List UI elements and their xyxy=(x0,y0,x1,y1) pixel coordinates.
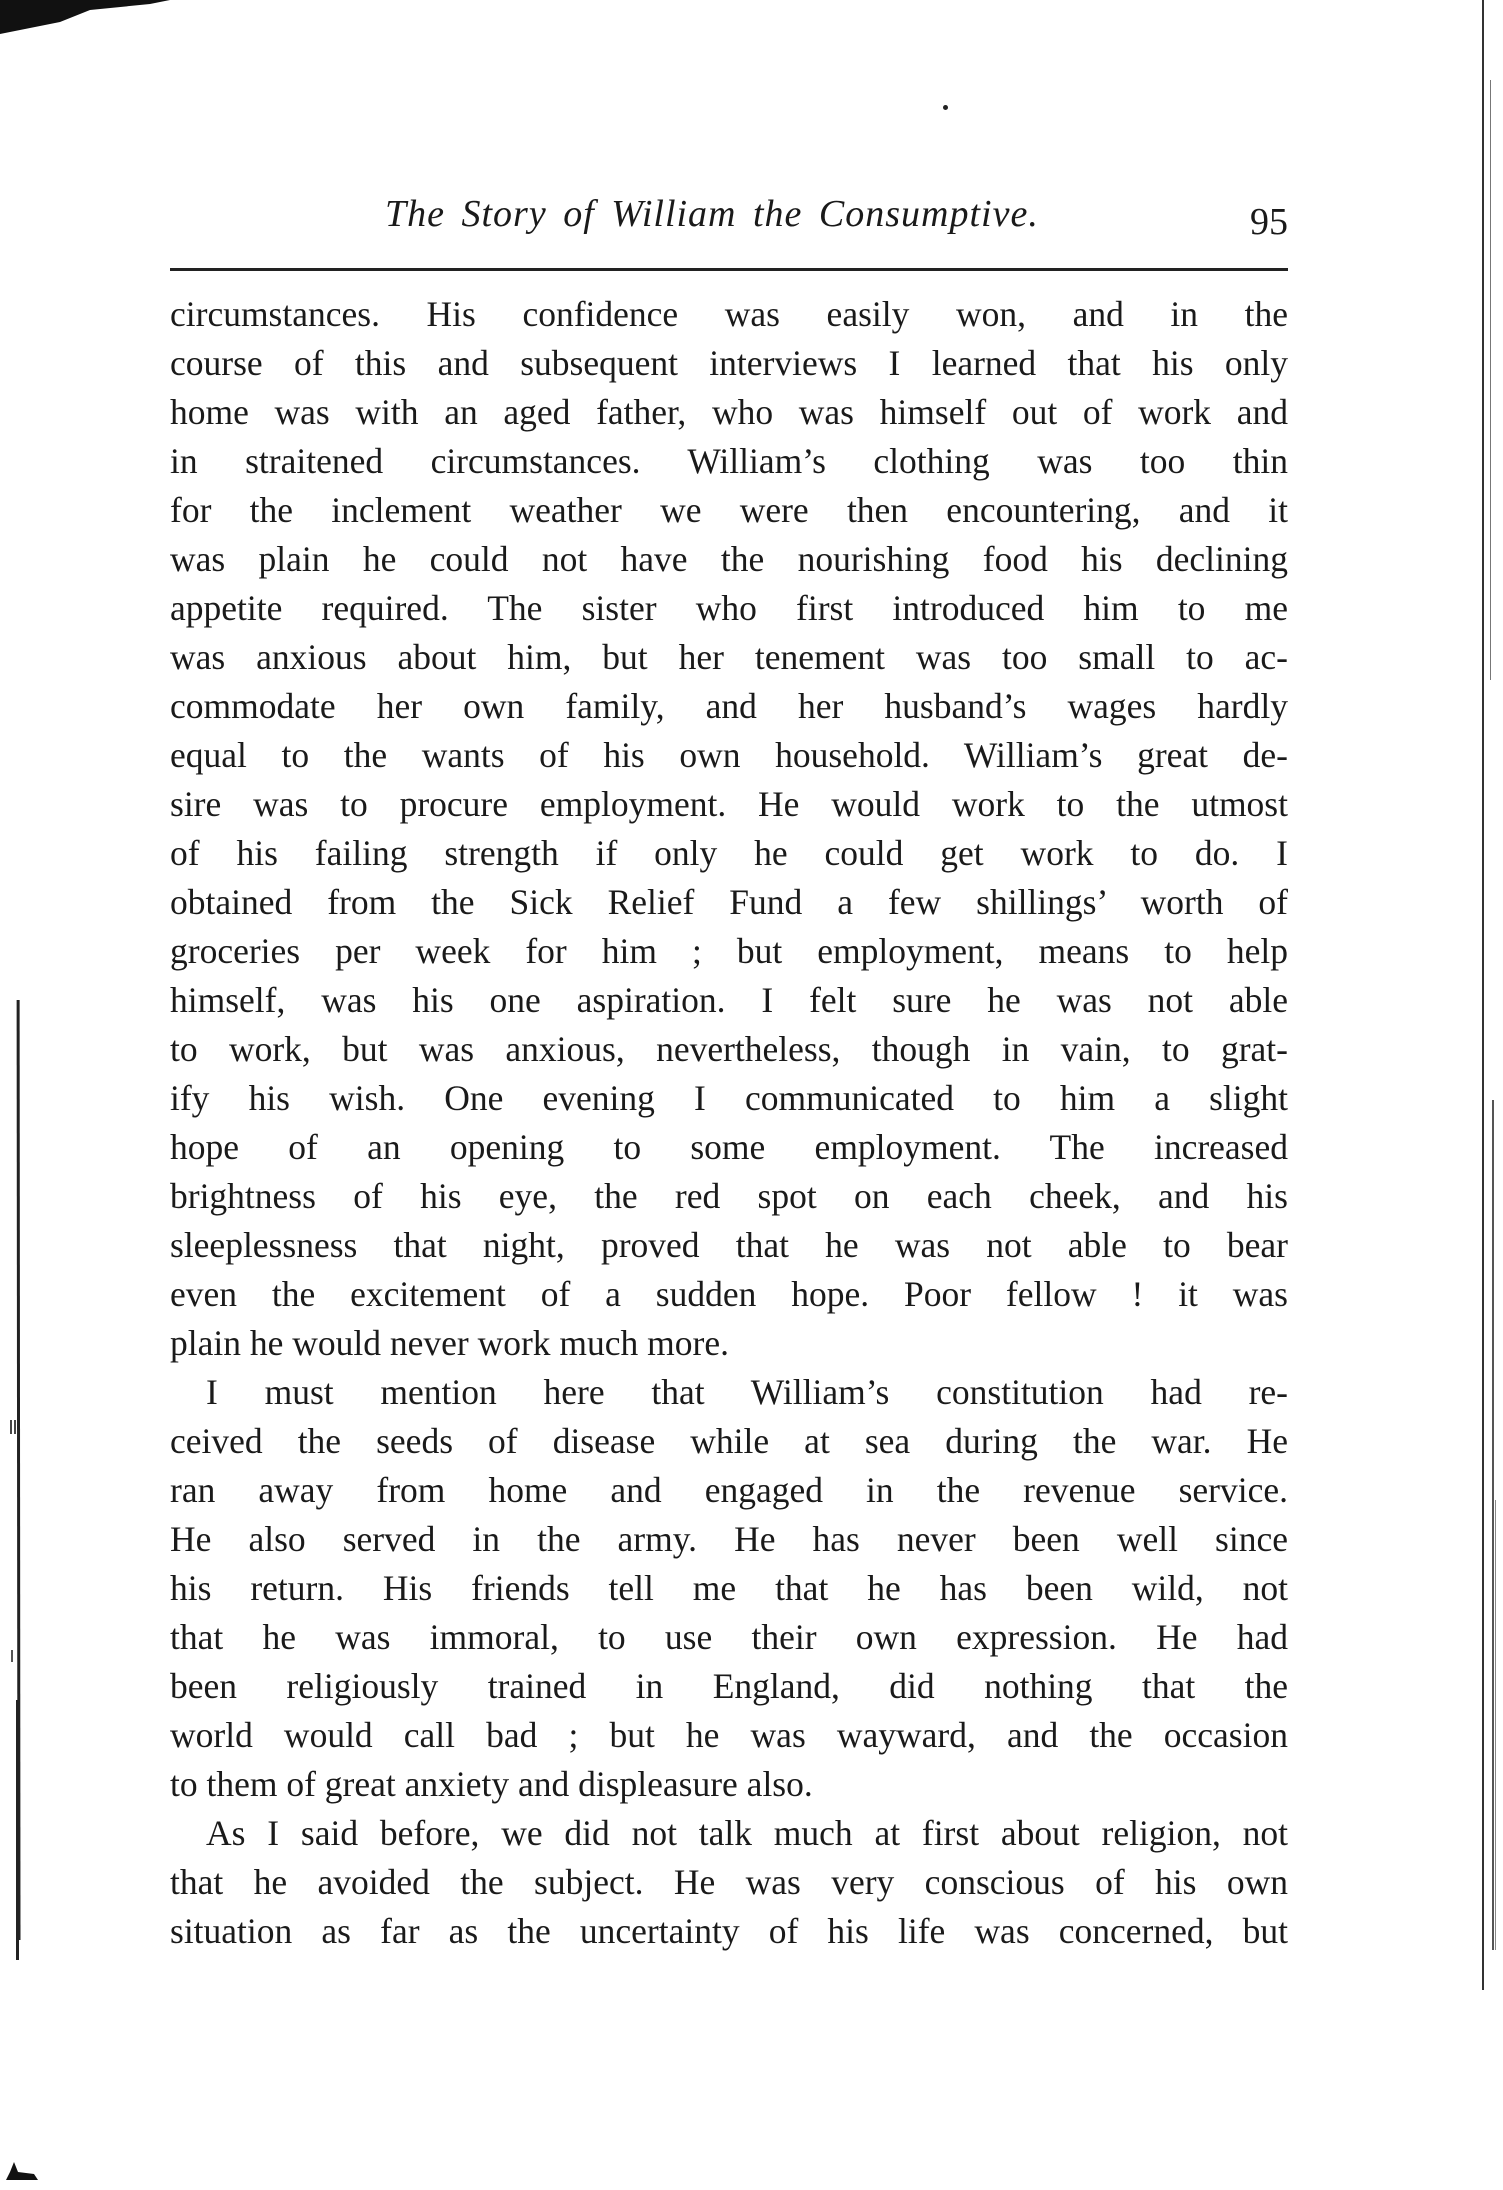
text-line: appetite required. The sister who first introduced him to me xyxy=(170,588,1288,628)
text-line: plain he would never work much more. xyxy=(170,1323,729,1363)
text-line: in straitened circumstances. William’s clothing was too thin xyxy=(170,441,1288,481)
text-line: to them of great anxiety and displeasure also. xyxy=(170,1764,813,1804)
text-line: was anxious about him, but her tenement was too small to ac- xyxy=(170,637,1288,677)
page-number: 95 xyxy=(1250,201,1288,243)
text-line: obtained from the Sick Relief Fund a few shillings’ worth of xyxy=(170,882,1288,922)
running-head xyxy=(170,188,1288,248)
text-line: I must mention here that William’s constitution had re- xyxy=(206,1372,1288,1412)
text-line: that he was immoral, to use their own expression. He had xyxy=(170,1617,1288,1657)
text-line: circumstances. His confidence was easily won, and in the xyxy=(170,294,1288,334)
scan-artifact-bottom-left xyxy=(4,2160,40,2182)
text-line: world would call bad ; but he was wayward, and the occasion xyxy=(170,1715,1288,1755)
text-line: to work, but was anxious, nevertheless, though in vain, to grat- xyxy=(170,1029,1288,1069)
text-line: course of this and subsequent interviews I learned that his only xyxy=(170,343,1288,383)
text-line: equal to the wants of his own household. William’s great de- xyxy=(170,735,1288,775)
text-line: As I said before, we did not talk much at first about religion, not xyxy=(206,1813,1288,1853)
margin-marks xyxy=(0,1000,40,1960)
text-line: groceries per week for him ; but employment, means to help xyxy=(170,931,1288,971)
scan-artifact-top-left xyxy=(0,0,170,36)
text-line: himself, was his one aspiration. I felt sure he was not able xyxy=(170,980,1288,1020)
text-line: hope of an opening to some employment. The increased xyxy=(170,1127,1288,1167)
text-line: brightness of his eye, the red spot on each cheek, and his xyxy=(170,1176,1288,1216)
header-rule xyxy=(170,268,1288,271)
text-line: that he avoided the subject. He was very conscious of his own xyxy=(170,1862,1288,1902)
text-line: was plain he could not have the nourishing food his declining xyxy=(170,539,1288,579)
text-line: for the inclement weather we were then encountering, and it xyxy=(170,490,1288,530)
text-line: sleeplessness that night, proved that he was not able to bear xyxy=(170,1225,1288,1265)
text-line: home was with an aged father, who was himself out of work and xyxy=(170,392,1288,432)
text-line: ran away from home and engaged in the revenue service. xyxy=(170,1470,1288,1510)
text-line: been religiously trained in England, did nothing that the xyxy=(170,1666,1288,1706)
paragraph xyxy=(170,1368,1288,1809)
text-line: ceived the seeds of disease while at sea during the war. He xyxy=(170,1421,1288,1461)
text-line: even the excitement of a sudden hope. Poor fellow ! it was xyxy=(170,1274,1288,1314)
paragraph xyxy=(170,1809,1288,1956)
page-speck xyxy=(943,105,948,110)
paragraph xyxy=(170,290,1288,1368)
text-line: commodate her own family, and her husband’s wages hardly xyxy=(170,686,1288,726)
body-text xyxy=(170,290,1288,1956)
text-line: sire was to procure employment. He would work to the utmost xyxy=(170,784,1288,824)
text-line: ify his wish. One evening I communicated to him a slight xyxy=(170,1078,1288,1118)
text-line: of his failing strength if only he could get work to do. I xyxy=(170,833,1288,873)
text-line: his return. His friends tell me that he has been wild, not xyxy=(170,1568,1288,1608)
text-line: He also served in the army. He has never been well since xyxy=(170,1519,1288,1559)
text-line: situation as far as the uncertainty of his life was concerned, but xyxy=(170,1911,1288,1951)
running-title: The Story of William the Consumptive. xyxy=(385,193,1039,235)
page-edge-shadow xyxy=(1476,0,1500,2000)
